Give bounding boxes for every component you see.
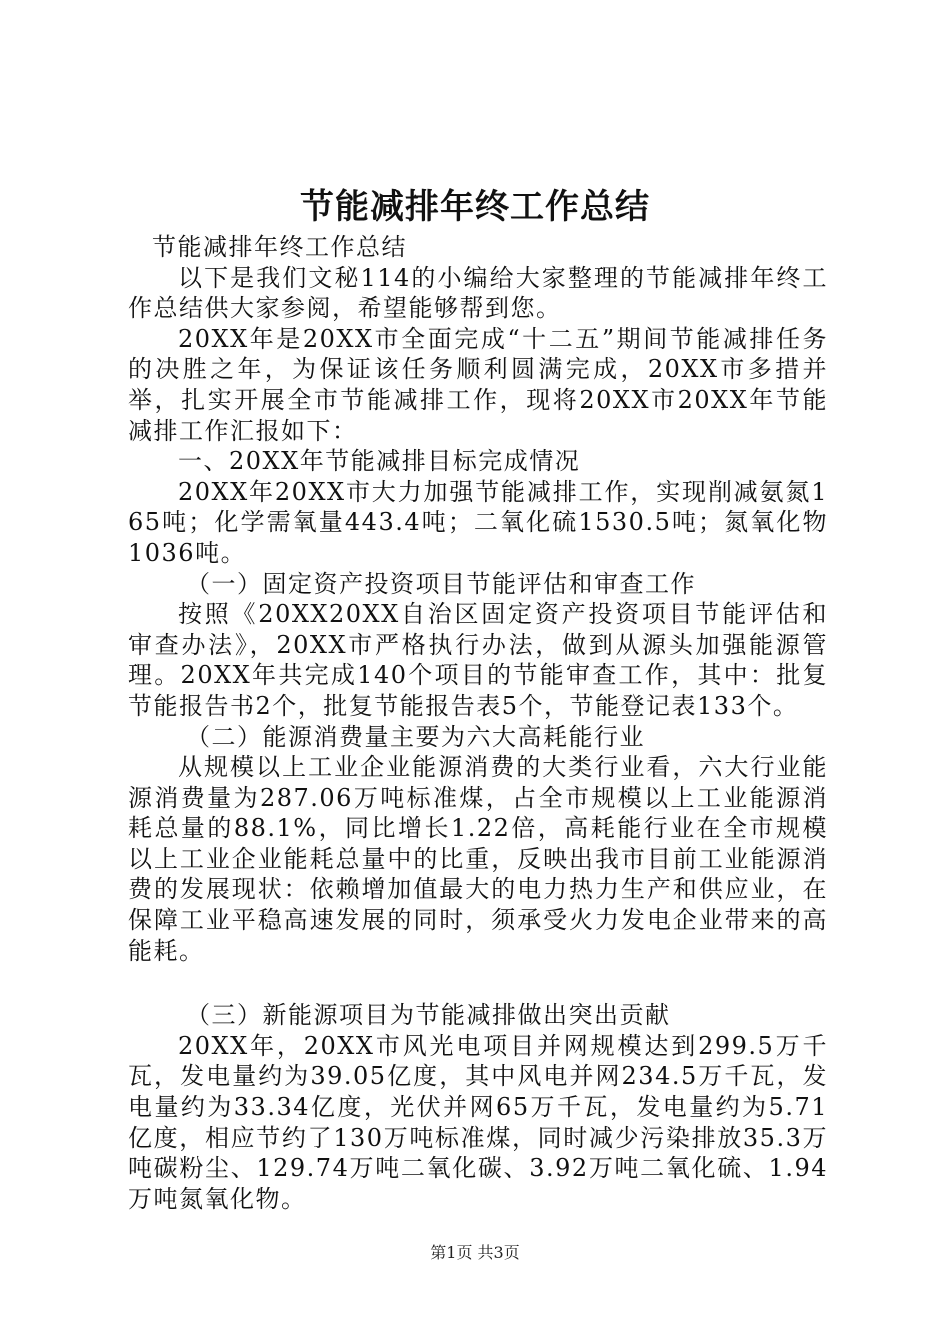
paragraph-intro: 以下是我们文秘114的小编给大家整理的节能减排年终工作总结供大家参阅，希望能够帮到您。 xyxy=(128,263,828,323)
document-title: 节能减排年终工作总结 xyxy=(300,187,650,227)
document-body xyxy=(128,232,828,1214)
paragraph-targets: 20XX年20XX市大力加强节能减排工作，实现削减氨氮165吨；化学需氧量443.4吨；二氧化硫1530.5吨；氮氧化物1036吨。 xyxy=(128,477,828,567)
paragraph-heading: 节能减排年终工作总结 xyxy=(152,233,407,261)
page-total: 共3页 xyxy=(477,1243,520,1262)
subsection-heading-1: （一）固定资产投资项目节能评估和审查工作 xyxy=(186,569,696,598)
page-number: 第1页 xyxy=(430,1243,473,1262)
paragraph-investment-review: 按照《20XX20XX自治区固定资产投资项目节能评估和审查办法》，20XX市严格执行办法，做到从源头加强能源管理。20XX年共完成140个项目的节能审查工作，其中：批复节能报告书2个，批复节能报告表5个，节能登记表133个。 xyxy=(128,600,828,720)
paragraph-overview: 20XX年是20XX市全面完成“十二五”期间节能减排任务的决胜之年，为保证该任务顺利圆满完成，20XX市多措并举，扎实开展全市节能减排工作，现将20XX市20XX年节能减排工作汇报如下： xyxy=(128,324,828,445)
subsection-heading-3: （三）新能源项目为节能减排做出突出贡献 xyxy=(186,1001,671,1030)
paragraph-new-energy: 20XX年，20XX市风光电项目并网规模达到299.5万千瓦，发电量约为39.05亿度，其中风电并网234.5万千瓦，发电量约为33.34亿度，光伏并网65万千瓦，发电量约为5.71亿度，相应节约了130万吨标准煤，同时减少污染排放35.3万吨碳粉尘、129.74万吨二氧化碳、3.92万吨二氧化硫、1.94万吨氮氧化物。 xyxy=(128,1031,828,1213)
paragraph-energy-consumption: 从规模以上工业企业能源消费的大类行业看，六大行业能源消费量为287.06万吨标准煤，占全市规模以上工业能源消耗总量的88.1%，同比增长1.22倍，高耗能行业在全市规模以上工业企业能耗总量中的比重，反映出我市目前工业能源消费的发展现状：依赖增加值最大的电力热力生产和供应业，在保障工业平稳高速发展的同时，须承受火力发电企业带来的高能耗。 xyxy=(128,753,828,965)
subsection-heading-2: （二）能源消费量主要为六大高耗能行业 xyxy=(186,722,645,751)
section-heading-1: 一、20XX年节能减排目标完成情况 xyxy=(178,447,581,476)
page-footer xyxy=(0,1243,950,1263)
